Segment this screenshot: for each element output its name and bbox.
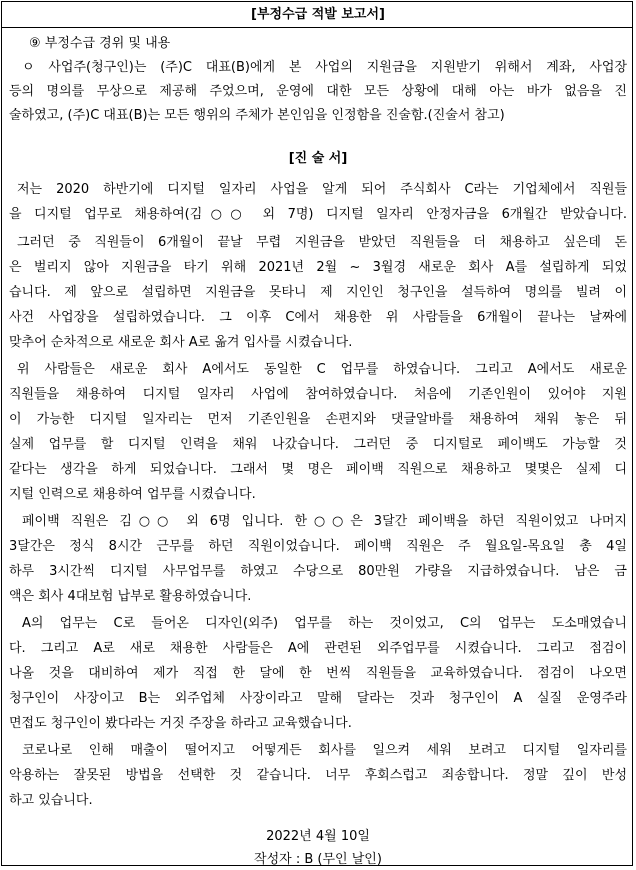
statement-line: 액은 회사 4대보험 납부로 활용하였습니다. <box>9 589 252 604</box>
statement-line: 은 벌리지 않아 지원금을 타기 위해 2021년 2월 ~ 3월경 새로운 회사 A를 설립하게 되었 <box>9 260 627 275</box>
statement-line: 직원들을 채용하여 디지털 일자리 사업에 참여하였습니다. 처음에 기존인원이 있어야 지원 <box>9 387 627 402</box>
statement-author: 작성자 : B (무인 날인) <box>254 852 382 867</box>
statement-line: 사건 사업장을 설립하였습니다. 그 이후 C에서 채용한 위 사람들을 6개월이 끝나는 날짜에 <box>9 310 627 325</box>
statement-line: 습니다. 제 앞으로 설립하면 지원금을 못타니 제 지인인 청구인을 설득하여 명의를 빌려 이 <box>9 285 627 300</box>
report-line: 술하였고, (주)C 대표(B)는 모든 행위의 주체가 본인임을 인정함을 진술함.(진술서 참고) <box>9 108 505 123</box>
statement-line: 위 사람들은 새로운 회사 A에서도 동일한 C 업무를 하였습니다. 그리고 A에서도 새로운 <box>17 362 627 377</box>
statement-line: 을 디지털 업무로 채용하여(김○○ 외 7명) 디지털 일자리 안정자금을 6개월간 받았습니다. <box>9 207 627 222</box>
statement-line: 같다는 생각을 하게 되었습니다. 그래서 몇 명은 페이백 직원으로 채용하고 몇몇은 실제 디 <box>9 462 627 477</box>
statement-line: 하고 있습니다. <box>9 793 93 808</box>
report-section-heading: ⑨ 부정수급 경위 및 내용 <box>29 36 171 51</box>
statement-date: 2022년 4월 10일 <box>266 829 370 844</box>
statement-line: 그러던 중 직원들이 6개월이 끝날 무렵 지원금을 받았던 직원들을 더 채용하고 싶은데 돈 <box>17 235 627 250</box>
report-line: 등의 명의를 무상으로 제공해 주었으며, 운영에 대한 모든 상황에 대해 아는 바가 없음을 진 <box>9 84 627 99</box>
statement-line: 악용하는 잘못된 방법을 선택한 것 같습니다. 너무 후회스럽고 죄송합니다. 정말 깊이 반성 <box>9 768 627 783</box>
statement-title: [진 술 서] <box>288 151 348 166</box>
statement-line: 저는 2020 하반기에 디지털 일자리 사업을 알게 되어 주식회사 C라는 기업체에서 직원들 <box>17 182 627 197</box>
statement-line: 청구인이 사장이고 B는 외주업체 사장이라고 말해 달라는 것과 청구인이 A 실질 운영주라 <box>9 691 627 706</box>
statement-line: 맞추어 순차적으로 새로운 회사 A로 옮겨 입사를 시켰습니다. <box>9 335 353 350</box>
statement-line: 이 가능한 디지털 일자리는 먼저 기존인원을 손편지와 댓글알바를 채용하여 채워 놓은 뒤 <box>9 412 627 427</box>
statement-line: 코로나로 인해 매출이 떨어지고 어떻게든 회사를 일으켜 세워 보려고 디지털 일자리를 <box>22 743 627 758</box>
title-divider <box>1 27 633 28</box>
statement-line: A의 업무는 C로 들어온 디자인(외주) 업무를 하는 것이었고, C의 업무는 도소매였습니 <box>22 616 627 631</box>
statement-line: 다. 그리고 A로 새로 채용한 사람들은 A에 관련된 외주업무를 시켰습니다. 그리고 점검이 <box>9 641 627 656</box>
statement-line: 하루 3시간씩 디지털 사무업무를 하였고 수당으로 80만원 가량을 지급하였습니다. 남은 금 <box>9 564 627 579</box>
report-line: ㅇ 사업주(청구인)는 (주)C 대표(B)에게 본 사업의 지원금을 지원받기 위해서 계좌, 사업장 <box>22 60 627 75</box>
report-title: [부정수급 적발 보고서] <box>251 7 385 22</box>
document-border <box>1 1 633 866</box>
statement-line: 지털 인력으로 채용하여 업무를 시켰습니다. <box>9 487 256 502</box>
statement-line: 나올 것을 대비하여 제가 직접 한 달에 한 번씩 직원들을 교육하였습니다. 점검이 나오면 <box>9 666 627 681</box>
statement-line: 3달간은 정식 8시간 근무를 하던 직원이었습니다. 페이백 직원은 주 월요일-목요일 총 4일 <box>9 539 627 554</box>
statement-line: 실제 업무를 할 디지털 인력을 채워 나갔습니다. 그러던 중 디지털로 페이백도 가능할 것 <box>9 437 627 452</box>
statement-line: 면접도 청구인이 봤다라는 거짓 주장을 하라고 교육했습니다. <box>9 716 352 731</box>
statement-line: 페이백 직원은 김○○ 외 6명 입니다. 한○○은 3달간 페이백을 하던 직원이었고 나머지 <box>22 514 627 529</box>
